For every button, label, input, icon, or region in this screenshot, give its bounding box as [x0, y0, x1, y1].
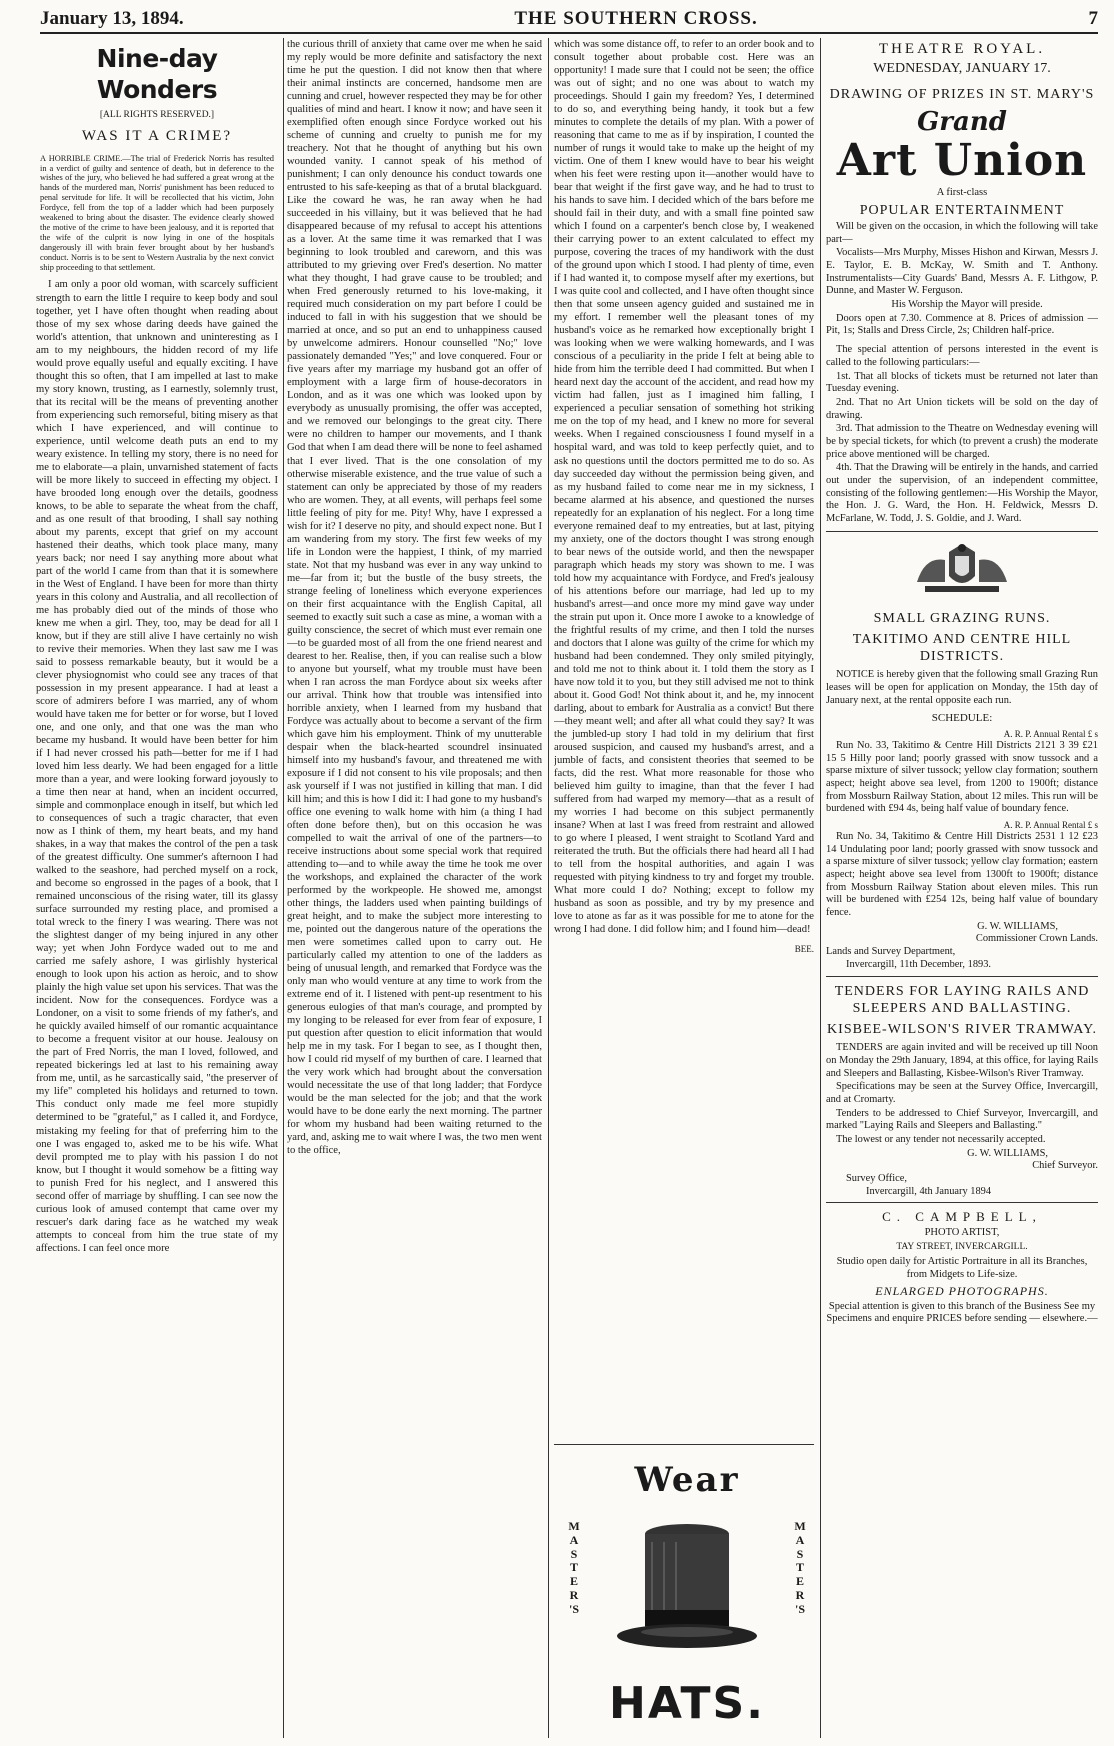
ad-letter: M	[568, 1519, 580, 1533]
masthead	[40, 4, 1098, 30]
signer-title: Chief Surveyor.	[1032, 1160, 1098, 1172]
ad-letter: M	[794, 1519, 806, 1533]
grazing-notice-text: NOTICE is hereby given that the following small Grazing Run leases will be open for application on Monday, the 15th day of January next, at the rental opposite each run.	[826, 669, 1098, 706]
campbell-advertisement	[826, 1209, 1098, 1326]
story-title: WAS IT A CRIME?	[81, 128, 233, 145]
grazing-notice	[826, 610, 1098, 977]
signer-name: G. W. WILLIAMS,	[977, 920, 1058, 932]
column-1	[36, 38, 278, 1738]
royal-crest-icon	[826, 542, 1098, 604]
rights-notice: [ALL RIGHTS RESERVED.]	[99, 109, 215, 120]
ad-letter: E	[569, 1574, 578, 1589]
page-number: 7	[1088, 8, 1098, 29]
tenders-title: TENDERS FOR LAYING RAILS AND SLEEPERS AND BALLASTING.	[834, 983, 1090, 1016]
ad-hats-text: HATS.	[609, 1678, 765, 1729]
run-entry: Run No. 33, Takitimo & Centre Hill Districts 2121 3 39 £21 15 5 Hilly poor land; poorly grassed with snow tussock and a sparse mixture of silver tussock; yellow clay formation; southern aspect; height above sea level, from 1200 to 1900ft; distance from Mossburn Railway Station, about 12 miles. This run will be burdened with £94 4s, being half value of boundary fence.	[826, 739, 1098, 815]
campbell-role: PHOTO ARTIST,	[924, 1227, 1000, 1239]
ad-left-vertical	[566, 1520, 582, 1617]
ad-divider	[554, 1444, 814, 1445]
ad-letter: T	[569, 1560, 578, 1575]
ad-letter: E	[795, 1574, 804, 1589]
column-4	[826, 38, 1098, 1738]
masthead-rule	[40, 32, 1098, 34]
drawing-heading: DRAWING OF PRIZES IN ST. MARY'S	[829, 86, 1095, 102]
tender-line: Tenders to be addressed to Chief Surveyor, Invercargill, and marked "Laying Rails and Sleepers and Ballasting."	[826, 1107, 1098, 1132]
schedule-header: A. R. P. Annual Rental £ s	[1003, 728, 1098, 739]
tender-line: Specifications may be seen at the Survey Office, Invercargill, and at Cromarty.	[826, 1081, 1098, 1105]
campbell-studio: Studio open daily for Artistic Portraiture in all its Branches, from Midgets to Life-size.	[836, 1256, 1088, 1280]
notice-line: 3rd. That admission to the Theatre on Wednesday evening will be by special tickets, for which (to prevent a crush) the moderate price above mentioned will be charged.	[826, 423, 1098, 460]
theatre-line: His Worship the Mayor will preside.	[891, 299, 1043, 311]
theatre-line: Doors open at 7.30. Commence at 8. Prices of admission — Pit, 1s; Stalls and Dress Circle, 2s; Children half-price.	[826, 312, 1098, 337]
tenders-subtitle: KISBEE-WILSON'S RIVER TRAMWAY.	[827, 1021, 1097, 1037]
paper-title: THE SOUTHERN CROSS.	[514, 8, 758, 29]
campbell-address: TAY STREET, INVERCARGILL.	[896, 1242, 1028, 1253]
popular-entertainment: POPULAR ENTERTAINMENT	[859, 202, 1065, 218]
tenders-body	[826, 1042, 1098, 1198]
place-date: Invercargill, 4th January 1894	[866, 1185, 992, 1197]
story-signature: BEE.	[794, 944, 814, 955]
schedule-header: A. R. P. Annual Rental £ s	[1003, 820, 1098, 830]
notice-line: 4th. That the Drawing will be entirely in the hands, and carried out under the supervision, of an independent committee, consisting of the following gentlemen:—His Worship the Mayor, the Hon. J. G. Ward, the Hon. H. Feldwick, Messrs D. McFarlane, W. Todd, J. S. Goldie, and J. Ward.	[826, 462, 1098, 525]
notice-line: The special attention of persons interested in the event is called to the following particulars:—	[826, 344, 1098, 368]
issue-date: January 13, 1894.	[40, 8, 184, 29]
signer-title: Commissioner Crown Lands.	[975, 933, 1098, 945]
schedule-heading: SCHEDULE:	[931, 711, 993, 724]
theatre-advertisement	[826, 40, 1098, 532]
column-divider	[820, 38, 821, 1738]
tender-line: TENDERS are again invited and will be received up till Noon on Monday the 29th January, 1894, at this office, for laying Rails and Sleepers and Ballasting, Kisbee-Wilson's River Tramway.	[826, 1042, 1098, 1079]
office: Survey Office,	[846, 1173, 907, 1185]
column-2	[287, 38, 542, 1738]
ad-letter: T	[795, 1560, 804, 1575]
ad-wear-text: Wear	[634, 1460, 740, 1500]
grazing-body	[826, 669, 1098, 971]
department: Lands and Survey Department,	[826, 946, 956, 958]
first-class-text: A first-class	[936, 186, 988, 198]
ad-letter: 'S	[794, 1601, 805, 1616]
theatre-line: Will be given on the occasion, in which the following will take part—	[826, 220, 1098, 245]
run-entry: Run No. 34, Takitimo & Centre Hill Districts 2531 1 12 £23 14 Undulating poor land; poorly grassed with snow tussock and a sparse mixture of silver tussock; yellow clay formation; eastern aspect; height above sea level from 1300ft to 1900ft; distance from Mossburn Railway Station about eleven miles. This run will be burdened with £254 12s, being half value of boundary fence.	[826, 830, 1098, 919]
theatre-date: WEDNESDAY, JANUARY 17.	[873, 61, 1051, 77]
campbell-special: Special attention is given to this branch of the Business See my Specimens and enquire PRICES before sending — elsewhere.—	[826, 1300, 1098, 1325]
enlarged-heading: ENLARGED PHOTOGRAPHS.	[875, 1283, 1049, 1298]
hat-advertisement	[560, 1460, 814, 1740]
grazing-subtitle: TAKITIMO AND CENTRE HILL DISTRICTS.	[852, 632, 1072, 665]
ad-letter: R	[569, 1587, 579, 1602]
column-divider	[283, 38, 284, 1738]
notice-line: 2nd. That no Art Union tickets will be sold on the day of drawing.	[826, 396, 1098, 421]
theatre-line: Vocalists—Mrs Murphy, Misses Hishon and Kirwan, Messrs J. E. Taylor, E. B. McKay, W. Smith and T. Anthony. Instrumentalists—City Guards' Band, Messrs A. F. Lithgow, P. Dunne, and Master W. Ferguson.	[826, 247, 1098, 297]
campbell-name: C. CAMPBELL,	[882, 1209, 1042, 1225]
column-divider	[548, 38, 549, 1738]
column-3	[554, 38, 814, 1438]
notice-line: 1st. That all blocks of tickets must be returned not later than Tuesday evening.	[826, 370, 1098, 395]
signer-name: G. W. WILLIAMS,	[967, 1147, 1048, 1159]
story-summary: A HORRIBLE CRIME.—The trial of Frederick Norris has resulted in a verdict of guilty and sentence of death, but in deference to the wishes of the jury, who believed he had suffered a great wrong at the hands of the murdered man, Norris' punishment has been reduced to penal servitude for life. It will be recollected that his victim, John Fordyce, fell from the top of a ladder which had been purposely weakened to bring about the disaster. The evidence clearly showed the motive of the crime to have been jealousy, and it is reported that the wife of the culprit is now lying in one of the hospitals dangerously ill with brain fever brought about by her husband's conduct. Norris is to be sent to Western Australia by the next convict ship proceeding to that settlement.	[40, 153, 274, 272]
tenders-notice	[826, 983, 1098, 1204]
ad-letter: A	[795, 1532, 805, 1547]
story-paragraph: which was some distance off, to refer to an order book and to consult together about probable cost. Here was an opportunity! I made sure that I could not be seen; the office was out of sight; and no one was about to watch my proceedings. Should I gain my freedom? Yes, I determined to do so, and everything being handy, it took but a few minutes to complete the details of my plan. With a power of reasoning that came to me as if by inspiration, I counted the number of rungs it would take to make up the height of my victim. One of them I knew would have to bear his weight when his feet were resting upon it—another would have to bear that weight if the first gave way, and he had to trust to his hands to save him. I decided which of the bars before me should fail in their duty, and with a small fine pointed saw which I found on a carpenter's bench close by, I weakened their carrying power to an extent calculated to effect my purpose, covering the traces of my handiwork with the dust of the ground upon which I stood. I had plenty of time, even if I had wanted it, to compose myself after my exertions, but I was quite cool and collected, and I have often thought since then that some unseen agency guided and sustained me in my effort. I remember well the pleasant tones of my husband's voice as he remarked how exceptionally bright I was looking when we were walking homewards, and I was conscious of a peculiarity in the pride I felt at being able to hide from him the terrible deed I had committed. But when I heard next day the account of the accident, and read how my victim had fallen, just as I imagined him falling, I experienced a peculiar sensation of something hot striking me on the top of my head, and I knew no more for several weeks. When I regained consciousness I found myself in a hospital ward, and was told to keep perfectly quiet, and to ask no questions until the doctors permitted me to do so. As day succeeded day without the permission being given, and as my husband failed to come near me in my sickness, I became alarmed at his absence, and questioned the nurses repeatedly for an explanation of his neglect. For a long time everyone remained deaf to my entreaties, but at last, pitying my anxiety, one of the doctors thought I was strong enough to bear news of the outside world, and then the newspaper paragraph which heads my story was shown to me. I was told how my acquaintance with Fordyce, and Fred's jealousy of his attentions before our marriage, had led up to my husband's arrest—and once more my mind gave way under the strain put upon it. Once more I awoke to a knowledge of the frightful results of my crime, and then I told the nurses and doctors that I alone was guilty of the crime for which my husband had been condemned. They only smiled pityingly, and told me not to think about it. I told them the story as I have now told it to you, but they still advised me not to think about it. Good God! Not think about it, and he, my innocent darling, about to embark for Australia as a convict! But there—they meant well; and after all what could they say? It was the jumbled-up story I had told in my delirium that first aroused suspicion, and caused my husband's arrest, and a jumble of facts, and consistent theories that seemed to be facts, did the rest. What more reasonable for those who believed him guilty to imagine, than that the fever I had suffered from had warped my memory—that as a result of my worries I had become on this subject permanently insane? When at last I was freed from restraint and allowed to go where I pleased, I went straight to Scotland Yard and reiterated the truth. But the officials there had heard all I had to tell from the hospital authorities, and again I was requested with pitying kindness to try and forget my trouble. What more could I do? Nothing; except to follow my husband as soon as possible, and try by my presence and love to atone as far as it was possible for me to atone for the wrong I had done. I did follow him; and I found him—dead!	[554, 39, 814, 936]
tender-line: The lowest or any tender not necessarily accepted.	[836, 1134, 1046, 1145]
ad-letter: A	[569, 1532, 579, 1547]
series-heading: Nine-day Wonders	[96, 44, 218, 104]
ad-right-vertical	[792, 1520, 808, 1617]
theatre-body	[826, 221, 1098, 526]
art-union-text: Art Union	[836, 134, 1088, 186]
ad-letter: R	[795, 1587, 805, 1602]
story-paragraph: I am only a poor old woman, with scarcely sufficient strength to earn the little I require to keep body and soul together, yet I have often thought when reading about those of my sex whose daring deeds have gained the world's attention, that unknown and uninteresting as I am to my neighbours, the hidden record of my life would prove equally useful and equally exciting. I have thought this so often, that I am impelled at last to make my story known, trusting, as I earnestly, solemnly trust, that its recital will be the means of preventing another from experiencing such remorseful, biting misery as that which I have experienced, and will continue to experience, until welcome death puts an end to my weary existence. In telling my story, there is no need for me to elaborate—a plain, unvarnished statement of facts will be more likely to succeed in effecting my object. I have brooded long enough over the details, goodness knows, to be able to separate the wheat from the chaff, and as one result of that brooding, I shall say nothing about my parents, except that grief on my account hastened their deaths, which took place many, many years back; nor need I say anything more about what part of the world I came from than that it is somewhere in the West of England. I have been for more than thirty years in this colony and Australia, and all recollection of me has probably died out of the minds of those who knew me when a girl. They, too, may be dead for all I know, but if they are still alive I have certainly no wish to revive their memories. When they last saw me I was said to possess remarkable beauty, but it would be a clever physiognomist who could see any traces of that possession in my present appearance. I had at least a score of admirers before I was married, any of whom would have taken me for better or for worse, but I loved one, and one only, and that one was the man who became my husband. It would have been better for him if I had never crossed his path—better for me if I had loved him less dearly. We had been engaged for a little more than a year, and were looking forward joyously to a time then near at hand, when an incident occurred, simple and commonplace enough in itself, but which led to consequences of such a tragic character, that even now as I think of them, my heart beats, and my hand shakes, in a way that makes the control of the pen a task of the greatest difficulty. One summer's afternoon I had walked to the seashore, had perched myself on a rock, and become so engrossed in the pages of a book, that I remained unconscious of the rising water, till its glassy surface surrounded my resting place, and promised a total wreck to the finery I was wearing. There was not the slightest danger of my being injured in any other way; yet when John Fordyce waded out to me and carried me safely ashore, I was girlishly hysterical enough to look upon his action as heroic, and to show plainly the high value set upon his services. That was the incident. Now for the consequences. Fordyce was a Londoner, on a visit to some friends of my father's, and he quickly availed himself of our romantic acquaintance to become a frequent visitor at our house. Jealousy on the part of Fred Norris, the man I loved, followed, and repeated bickerings led at last to his remaining away from me, until, as he sarcastically said, "the preserver of my life" completed his holidays and returned to town. This conduct only made me feel more stupidly determined to be "grateful," as I called it, and Fordyce, mistaking my feeling for that of preferring him to the one I was engaged to, asked me to be his wife. What devil prompted me to play with his passion I do not know, but I thought it would somehow be a fitting way to punish Fred for his neglect, and I answered this second offer of marriage by shuffling. I can see now the curious look of amused contempt that came over my rescuer's dark daring face as he watched my weak attempts to conceal from him the true state of my affections. I can feel once more	[36, 279, 278, 1254]
theatre-title: THEATRE ROYAL.	[878, 41, 1046, 57]
grand-text: Grand	[917, 106, 1007, 137]
grazing-title: SMALL GRAZING RUNS.	[873, 610, 1051, 626]
ad-letter: S	[570, 1546, 578, 1561]
ad-letter: S	[796, 1546, 804, 1561]
top-hat-icon	[612, 1512, 762, 1662]
ad-letter: 'S	[568, 1601, 579, 1616]
place-date: Invercargill, 11th December, 1893.	[846, 958, 992, 970]
story-paragraph: the curious thrill of anxiety that came over me when he said my reply would be more definite and satisfactory the next time he put the question. I did not know then that where their animal instincts are concerned, handsome men are cunning and cruel, however respected they may be for other qualities of mind and heart. I know it now; and have seen it exemplified often enough since Fordyce worked out his scheme of cunning and cruelty to punish me for my treachery. Not that he thought of anything but his own wounded vanity. I cannot speak of his method of punishment; I can only denounce his conduct towards one entrusted to his safe-keeping as that of a brutal blackguard. Like the coward he was, he ran away when he had succeeded in his villainy, but it was believed that he had disappeared because of my refusal to accept his attentions as a lover. At the same time it was remarked that I was beginning to look troubled and careworn, and this was attributed to my grieving over Fred's desertion. No matter what they thought, I had grave cause to be troubled; and when Fred generously returned to his love-making, it required much consideration on my part before I could be induced to fall in with his suggestion that we should be married at once, and so put an end to unhappiness caused by unwelcome admirers. Honour counselled "No;" love passionately demanded "Yes;" and love conquered. Four or five years after my marriage my husband got an offer of employment with a large firm of house-decorators in London, and as it was one which was looked upon by everybody as unusually promising, the offer was accepted, and we removed our belongings to the great city. There were no children to hamper our movements, and I thank God that when I am dead there will be none to feel ashamed that I ever lived. That is the one consolation of my otherwise miserable existence, and the true value of such a statement can only be appreciated by those of my readers who are women. They, at all events, will perhaps feel some little feeling of pity for me. Pity! Why, have I expressed a wish for it? I deserve no pity, and should expect none. But I am wandering from my story. The first few weeks of my life in London were the happiest, I think, of my married state. Not that my husband was ever in any way unkind to me—far from it; but the bustle of the busy streets, the strange feeling of loneliness which everyone experiences on their first acquaintance with the English Capital, all seemed to exactly suit such a case as mine, a woman with a guilty conscience, the secret of which must ever remain one—to be guarded most of all from the one friend nearest and dearest to her. Realise, then, if you can realise such a blow to anyone but yourself, what my trouble must have been when I ran across the man Fordyce about six weeks after our arrival. Think how that trouble was intensified into horrible anxiety, when I learned from my husband that Fordyce was actually about to become a servant of the firm which gave him his employment. Think of my unutterable despair when the black-hearted scoundrel insinuated himself into my husband's favour, and threatened me with exposure if I did not consent to his vile proposals; and then ask yourself if I was not justified in killing that man. I did kill him; and this is how I did it: I had gone to my husband's office one evening to walk home with him (a thing I had often done before then), but on this occasion he was compelled to wait the arrival of one of the partners—to receive instructions about some special work that required attending to—and to while away the time he took me over the workshops, and explained the character of the work performed by the workpeople. He showed me, amongst other things, the ladders used when painting buildings of great height, and to make the subject more interesting to me, pointed out the dangerous nature of the operations the men were sometimes called upon to carry out. He particularly called my attention to one of the ladders as being of unusual length, and remarked that Fordyce was the only man who would venture at any time to work from the extreme end of it. I listened with pent-up resentment to his generous eulogies of that man's courage, and prompted by my longing to be released for ever from fear of exposure, I put question after question to elicit information that would help me in my task. For I began to see, as I thought then, how I could rid myself of my burthen of care. I learned that the very work which had brought about the conversation would necessitate the use of that long ladder; that Fordyce would be the man selected for the job; and that the work would have to be done early the next morning. The partner for whom my husband had been waiting returned to the yard, and, asking me to wait where I was, the two men went to the office,	[287, 39, 542, 1157]
